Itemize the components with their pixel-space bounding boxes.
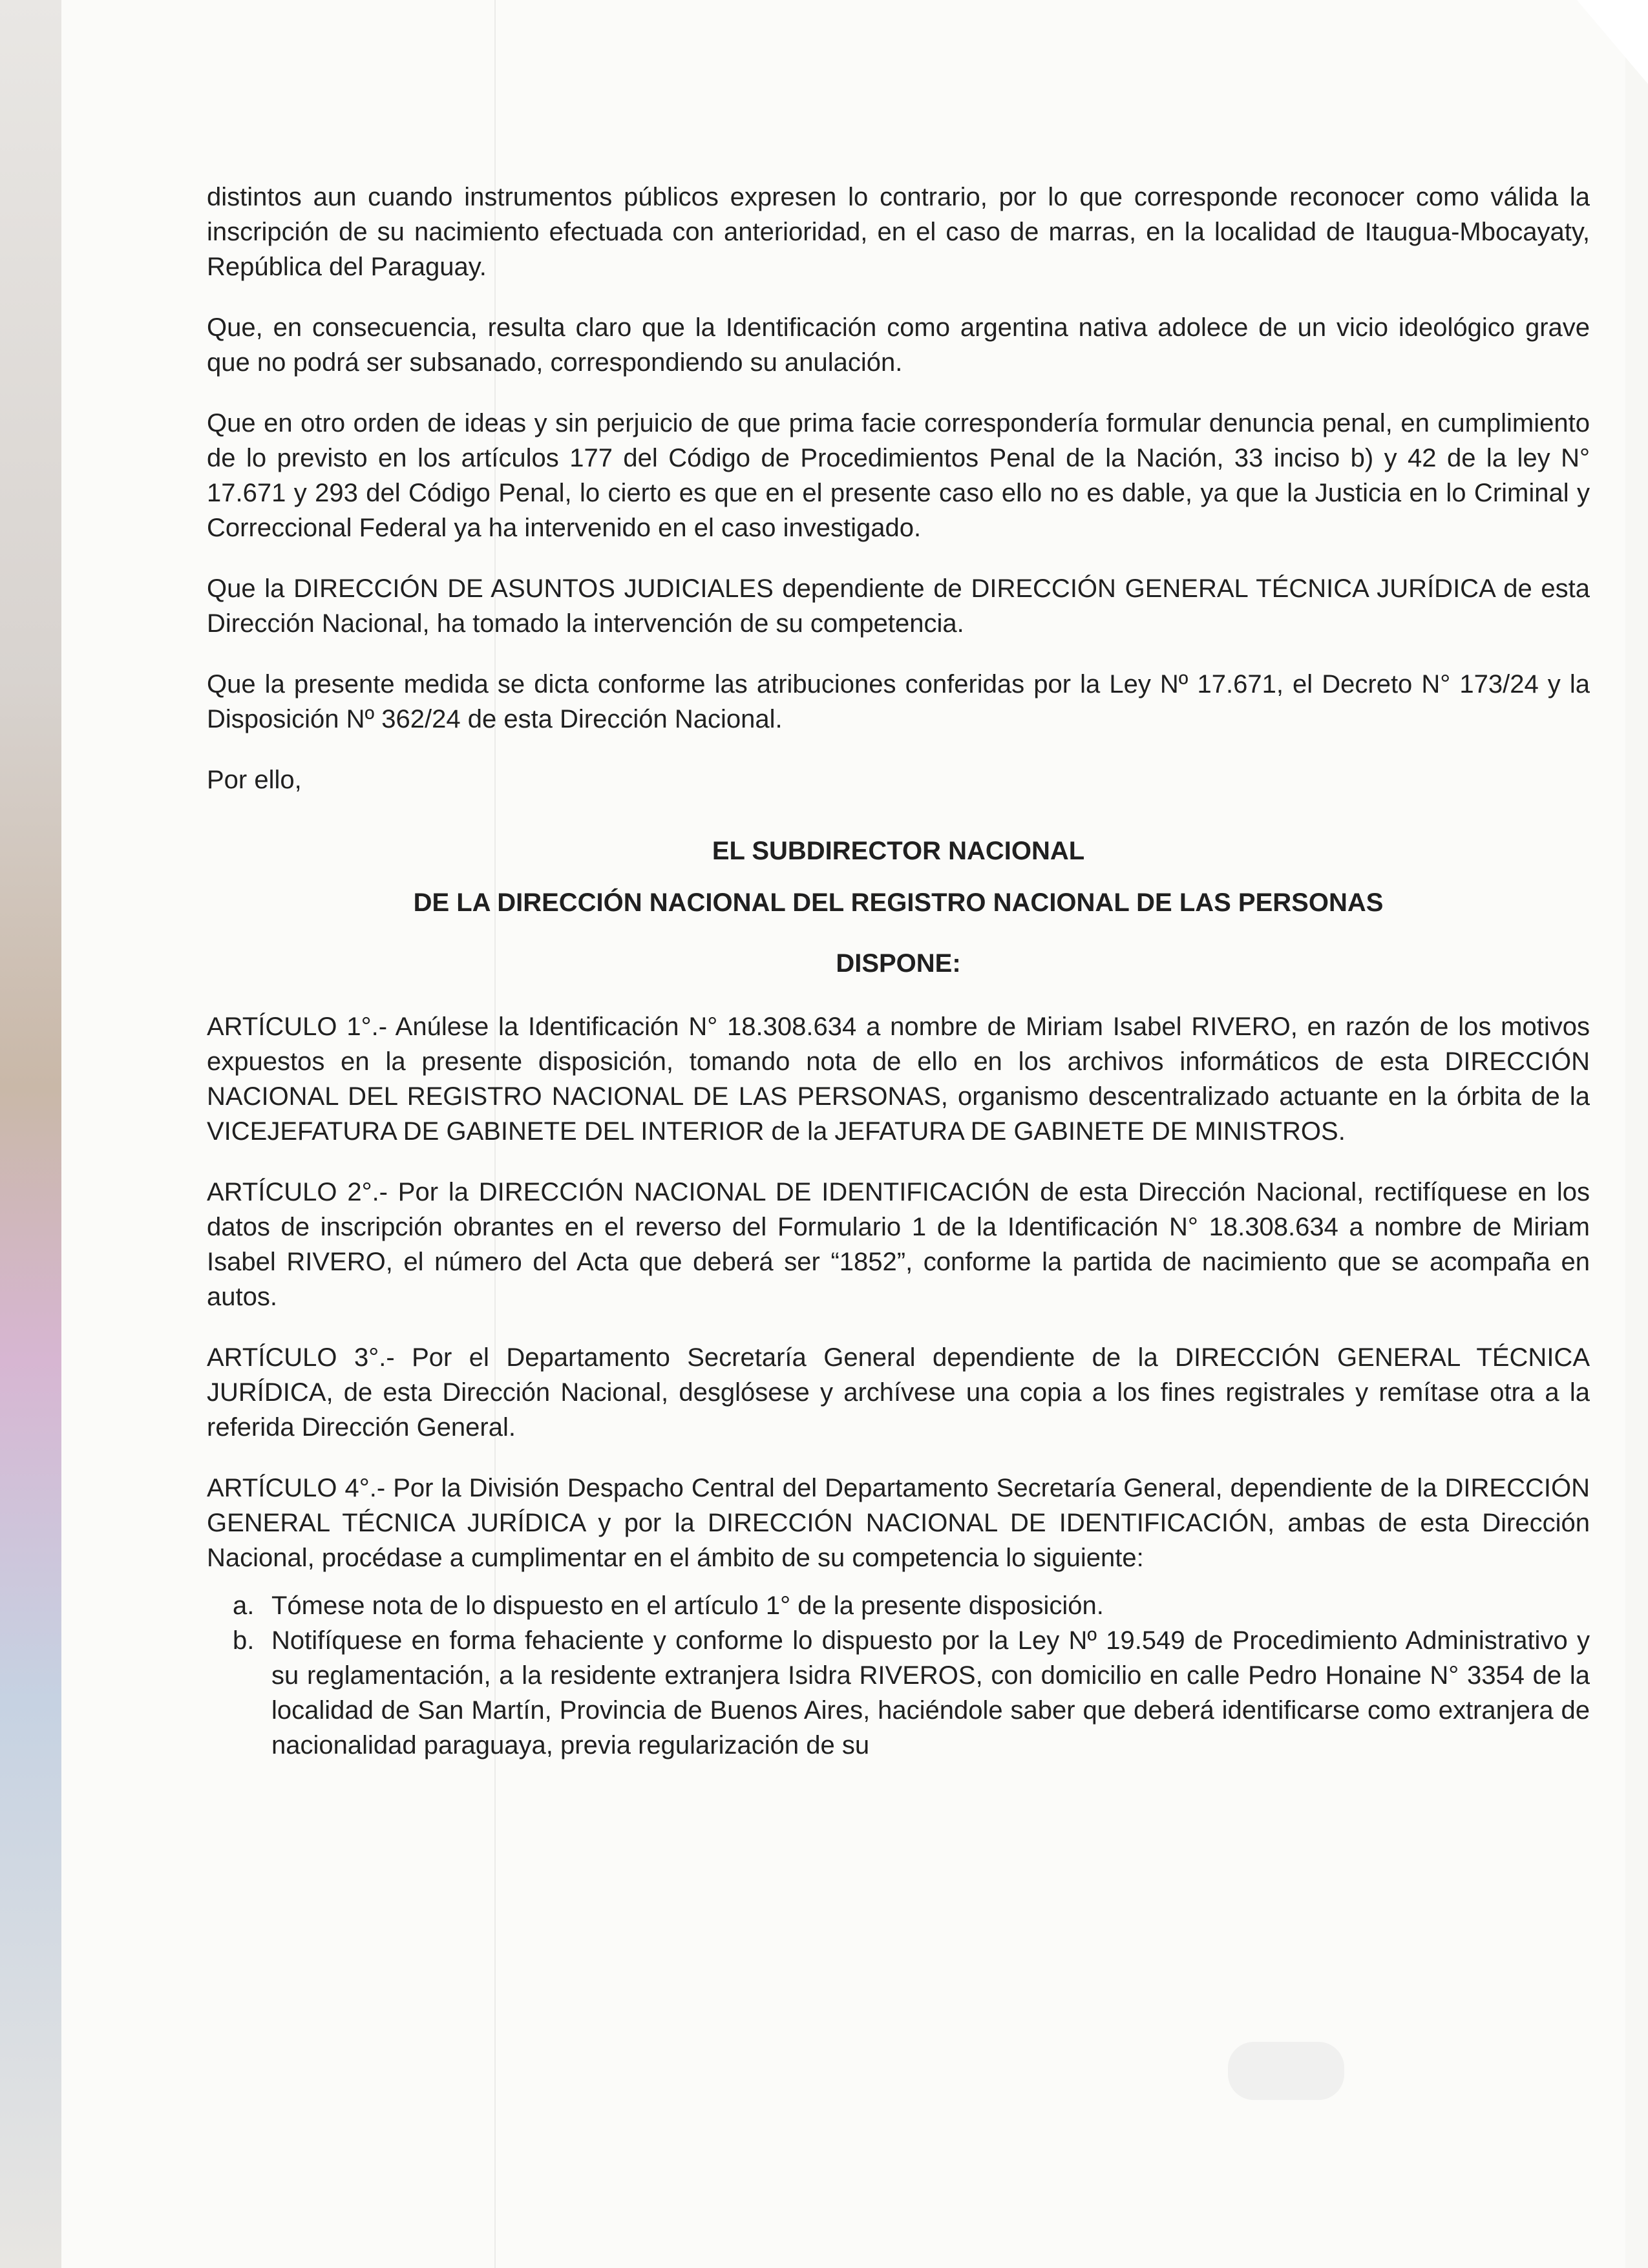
- list-item: [233, 1623, 1590, 1763]
- list-item-text: Notifíquese en forma fehaciente y conforme lo dispuesto por la Ley Nº 19.549 de Procedimiento Administrativo y su reglamentación, a la residente extranjera Isidra RIVEROS, con domicilio en calle Pedro Honaine N° 3354 de la localidad de San Martín, Provincia de Buenos Aires, haciéndole saber que deberá identificarse como extranjera de nacionalidad paraguaya, previa regularización de su: [271, 1626, 1590, 1759]
- list-item-text: Tómese nota de lo dispuesto en el artículo 1° de la presente disposición.: [271, 1591, 1104, 1620]
- article-2: ARTÍCULO 2°.- Por la DIRECCIÓN NACIONAL DE IDENTIFICACIÓN de esta Dirección Nacional, rectifíquese en los datos de inscripción obrantes en el reverso del Formulario 1 de la Identificación N° 18.308.634 a nombre de Miriam Isabel RIVERO, el número del Acta que deberá ser “1852”, conforme la partida de nacimiento que se acompaña en autos.: [207, 1178, 1590, 1311]
- article-3: ARTÍCULO 3°.- Por el Departamento Secretaría General dependiente de la DIRECCIÓN GENERAL TÉCNICA JURÍDICA, de esta Dirección Nacional, desglósese y archívese una copia a los fines registrales y remítase otra a la referida Dirección General.: [207, 1343, 1590, 1442]
- list-marker: b.: [233, 1626, 255, 1655]
- list-item: [233, 1588, 1590, 1623]
- paragraph-3: Que en otro orden de ideas y sin perjuicio de que prima facie correspondería formular denuncia penal, en cumplimiento de lo previsto en los artículos 177 del Código de Procedimientos Penal de la Nación, 33 inciso b) y 42 de la ley N° 17.671 y 293 del Código Penal, lo cierto es que en el presente caso ello no es dable, ya que la Justicia en lo Criminal y Correccional Federal ya ha intervenido en el caso investigado.: [207, 409, 1590, 542]
- faded-stamp: [1228, 2042, 1344, 2100]
- scan-left-edge: [0, 0, 61, 2268]
- articles: [207, 1009, 1590, 1575]
- article-4-items: [207, 1588, 1590, 1763]
- article-1: ARTÍCULO 1°.- Anúlese la Identificación N° 18.308.634 a nombre de Miriam Isabel RIVERO, en razón de los motivos expuestos en la presente disposición, tomando nota de ello en los archivos informáticos de esta DIRECCIÓN NACIONAL DEL REGISTRO NACIONAL DE LAS PERSONAS, organismo descentralizado actuante en la órbita de la VICEJEFATURA DE GABINETE DEL INTERIOR de la JEFATURA DE GABINETE DE MINISTROS.: [207, 1013, 1590, 1146]
- heading-direccion: DE LA DIRECCIÓN NACIONAL DEL REGISTRO NACIONAL DE LAS PERSONAS: [413, 888, 1384, 917]
- heading-dispone: DISPONE:: [836, 949, 961, 978]
- article-4: ARTÍCULO 4°.- Por la División Despacho Central del Departamento Secretaría General, dependiente de la DIRECCIÓN GENERAL TÉCNICA JURÍDICA y por la DIRECCIÓN NACIONAL DE IDENTIFICACIÓN, ambas de esta Dirección Nacional, procédase a cumplimentar en el ámbito de su competencia lo siguiente:: [207, 1474, 1590, 1572]
- document-body: [207, 180, 1590, 1763]
- por-ello: Por ello,: [207, 766, 302, 794]
- paragraph-4: Que la DIRECCIÓN DE ASUNTOS JUDICIALES dependiente de DIRECCIÓN GENERAL TÉCNICA JURÍDICA de esta Dirección Nacional, ha tomado la intervención de su competencia.: [207, 574, 1590, 638]
- paragraph-2: Que, en consecuencia, resulta claro que la Identificación como argentina nativa adolece de un vicio ideológico grave que no podrá ser subsanado, correspondiendo su anulación.: [207, 313, 1590, 377]
- paragraph-1: distintos aun cuando instrumentos públicos expresen lo contrario, por lo que corresponde reconocer como válida la inscripción de su nacimiento efectuada con anterioridad, en el caso de marras, en la localidad de Itaugua-Mbocayaty, República del Paraguay.: [207, 183, 1590, 281]
- heading-subdirector: EL SUBDIRECTOR NACIONAL: [712, 837, 1085, 865]
- list-marker: a.: [233, 1591, 255, 1620]
- paragraph-5: Que la presente medida se dicta conforme las atribuciones conferidas por la Ley Nº 17.671, el Decreto N° 173/24 y la Disposición Nº 362/24 de esta Dirección Nacional.: [207, 670, 1590, 733]
